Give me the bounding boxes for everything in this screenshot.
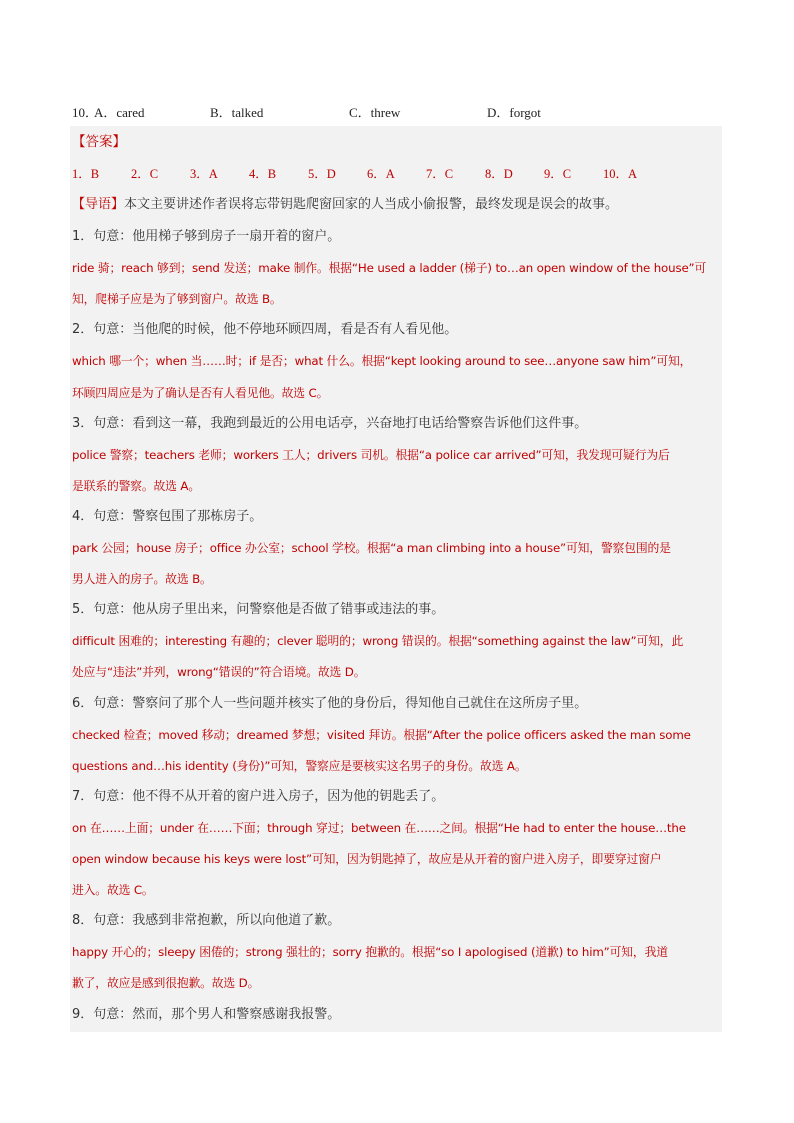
question-number: 10． (72, 105, 99, 120)
explanation-detail: difficult 困难的；interesting 有趣的；clever 聪明的；wrong 错误的。根据“something against the law”可知，此 (72, 634, 684, 649)
explanation-detail: 进入。故选 C。 (72, 883, 154, 898)
answer-item: 10．A (603, 167, 638, 181)
answer-item: 1．B (72, 167, 100, 181)
explanation-detail: happy 开心的；sleepy 困倦的；strong 强壮的；sorry 抱歉的。根据“so I apologised (道歉) to him”可知，我道 (72, 945, 668, 960)
explanation-detail: 知，爬梯子应是为了够到窗户。故选 B。 (72, 292, 282, 307)
sentence-meaning: 8．句意：我感到非常抱歉，所以向他道了歉。 (72, 913, 341, 929)
sentence-meaning: 1．句意：他用梯子够到房子一扇开着的窗户。 (72, 229, 341, 244)
explanation-detail: 歉了，故应是感到很抱歉。故选 D。 (72, 976, 260, 991)
explanation-detail: on 在……上面；under 在……下面；through 穿过；between 在……之间。根据“He had to enter the house…the (72, 820, 686, 835)
sentence-meaning: 9．句意：然而，那个男人和警察感谢我报警。 (72, 1006, 341, 1022)
option-d: D．forgot (487, 105, 541, 120)
explanation-detail: which 哪一个；when 当……时；if 是否；what 什么。根据“kept looking around to see…anyone saw him”可知， (72, 354, 692, 369)
explanation-detail: park 公园；house 房子；office 办公室；school 学校。根据“a man climbing into a house”可知，警察包围的是 (72, 541, 671, 555)
answer-item: 3．A (190, 167, 218, 181)
explanation-detail: checked 检查；moved 移动；dreamed 梦想；visited 拜访。根据“After the police officers asked the man some (72, 727, 691, 742)
explanation-detail: 环顾四周应是为了确认是否有人看见他。故选 C。 (72, 385, 329, 400)
answer-item: 9．C (544, 167, 572, 181)
answer-item: 2．C (131, 167, 159, 181)
sentence-meaning: 6．句意：警察问了那个人一些问题并核实了他的身份后，得知他自己就住在这所房子里。 (72, 695, 588, 711)
answer-section (70, 126, 722, 1032)
guide-tag: 【导语】 (72, 197, 125, 212)
answer-item: 8．D (485, 167, 513, 181)
explanation-detail: police 警察；teachers 老师；workers 工人；drivers 司机。根据“a police car arrived”可知，我发现可疑行为后 (72, 447, 670, 462)
sentence-meaning: 5．句意：他从房子里出来，问警察他是否做了错事或违法的事。 (72, 602, 445, 618)
answer-key (72, 164, 722, 184)
answer-item: 7．C (426, 167, 454, 181)
answer-item: 6．A (367, 167, 395, 181)
option-a: A．cared (94, 105, 145, 120)
sentence-meaning: 2．句意：当他爬的时候，他不停地环顾四周，看是否有人看见他。 (72, 322, 458, 338)
answer-item: 4．B (249, 167, 277, 181)
explanation-detail: ride 骑；reach 够到；send 发送；make 制作。根据“He used a ladder (梯子) to…an open window of the house”可 (72, 261, 707, 276)
answer-item: 5．D (308, 167, 336, 181)
explanation-detail: questions and…his identity (身份)”可知，警察应是要核实这名男子的身份。故选 A。 (72, 758, 527, 773)
explanation-detail: 是联系的警察。故选 A。 (72, 478, 200, 493)
explanation-detail: 处应与“违法”并列，wrong“错误的”符合语境。故选 D。 (72, 665, 366, 680)
sentence-meaning: 7．句意：他不得不从开着的窗户进入房子，因为他的钥匙丢了。 (72, 788, 445, 804)
option-b: B．talked (210, 105, 264, 120)
answer-label: 【答案】 (72, 134, 126, 150)
question-10-options (72, 104, 722, 122)
explanation-detail: open window because his keys were lost”可知，因为钥匙掉了，故应是从开着的窗户进入房子，即要穿过窗户 (72, 852, 662, 866)
sentence-meaning: 4．句意：警察包围了那栋房子。 (72, 508, 263, 524)
guide-paragraph (72, 195, 722, 215)
option-c: C．threw (349, 105, 401, 120)
sentence-meaning: 3．句意：看到这一幕，我跑到最近的公用电话亭，兴奋地打电话给警察告诉他们这件事。 (72, 415, 588, 431)
explanation-detail: 男人进入的房子。故选 B。 (72, 572, 212, 587)
guide-text: 本文主要讲述作者误将忘带钥匙爬窗回家的人当成小偷报警，最终发现是误会的故事。 (124, 197, 619, 212)
